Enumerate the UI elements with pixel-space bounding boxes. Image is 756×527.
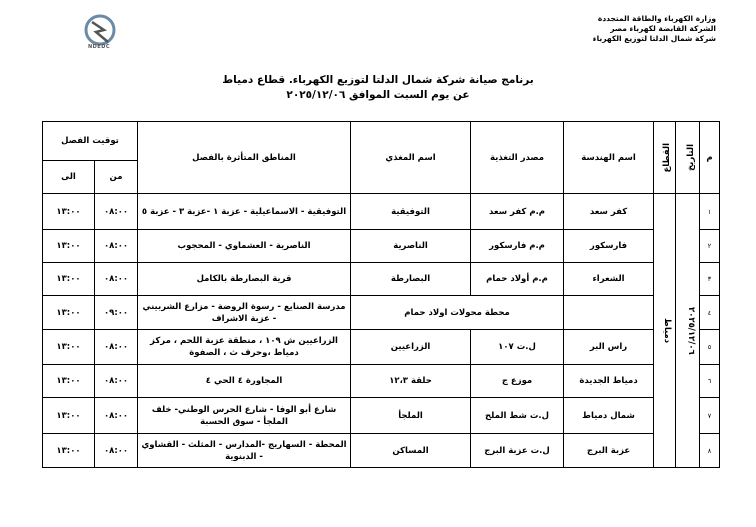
header-timing: توقيت الفصل [43,122,138,161]
engineering-cell: راس البر [564,330,654,365]
to-cell: ١٣:٠٠ [43,330,95,365]
header-feeder: اسم المغذي [351,122,471,194]
document-subtitle: عن يوم السبت الموافق ٢٠٢٥/١٢/٠٦ [286,89,470,101]
areas-cell: الزراعيين ش ١٠٩ ، منطقة عزبة اللحم ، مركز دمياط ،وحرف ث ، الصفوة [138,330,351,365]
source-cell: موزع ج [471,365,564,398]
source-cell: م.م فارسكور [471,230,564,263]
org-line-1: وزارة الكهرباء والطاقة المتجددة [597,14,716,23]
row-num: ٥ [700,330,720,365]
areas-cell: قرية البصارطة بالكامل [138,263,351,296]
to-cell: ١٣:٠٠ [43,263,95,296]
row-num: ٦ [700,365,720,398]
maintenance-table [42,121,720,468]
header-to: الى [43,161,95,194]
engineering-cell: دمياط الجديدة [564,365,654,398]
areas-cell: مدرسة الصنايع - رسوة الروضة - مزارع الشربيني - عزبة الاشراف [138,296,351,330]
feeder-cell: الناصرية [351,230,471,263]
engineering-cell: شمال دمياط [564,398,654,434]
engineering-cell: عزبة البرج [564,434,654,468]
table-row [43,434,720,468]
header-num: م [700,122,720,194]
to-cell: ١٣:٠٠ [43,365,95,398]
table-row [43,365,720,398]
org-line-3: شركة شمال الدلتا لتوزيع الكهرباء [592,34,716,43]
source-cell: م.م كفر سعد [471,194,564,230]
table-row [43,330,720,365]
areas-cell: شارع أبو الوفا - شارع الحرس الوطني- خلف الملجأ - سوق الحسبة [138,398,351,434]
source-cell: م.م أولاد حمام [471,263,564,296]
source-cell: ل.ت شط الملح [471,398,564,434]
from-cell: ٠٨:٠٠ [95,330,138,365]
header-from: من [95,161,138,194]
engineering-cell: الشعراء [564,263,654,296]
from-cell: ٠٨:٠٠ [95,398,138,434]
org-header [516,14,716,44]
from-cell: ٠٨:٠٠ [95,434,138,468]
date-cell: ٢٠٢٥/١٢/٠٦ [676,194,700,468]
areas-cell: التوفيقية - الاسماعيلية - عزبة ١ -عزبة ٣ - عزبة ٥ [138,194,351,230]
row-num: ٧ [700,398,720,434]
feeder-cell: التوفيقية [351,194,471,230]
header-sector: القطاع [654,122,676,194]
to-cell: ١٣:٠٠ [43,230,95,263]
to-cell: ١٣:٠٠ [43,194,95,230]
from-cell: ٠٨:٠٠ [95,194,138,230]
document-title: برنامج صيانة شركة شمال الدلتا لتوزيع الكهرباء. قطاع دمياط [222,74,534,86]
row-num: ٤ [700,296,720,330]
from-cell: ٠٨:٠٠ [95,365,138,398]
feeder-cell: المساكن [351,434,471,468]
source-cell: ل.ت ١٠٧ [471,330,564,365]
table-row [43,398,720,434]
table-row [43,230,720,263]
areas-cell: المجاورة ٤ الحي ٤ [138,365,351,398]
table-row [43,296,720,330]
feeder-cell: البصارطة [351,263,471,296]
source-cell: ل.ت عزبة البرج [471,434,564,468]
areas-cell: المحطة - السهاريج -المدارس - المثلث - القشاوي - الدبنوية [138,434,351,468]
to-cell: ١٣:٠٠ [43,434,95,468]
from-cell: ٠٩:٠٠ [95,296,138,330]
table-row [43,194,720,230]
from-cell: ٠٨:٠٠ [95,230,138,263]
feeder-cell: حلقة ١٢،٣ [351,365,471,398]
row-num: ٢ [700,230,720,263]
engineering-cell: كفر سعد [564,194,654,230]
header-source: مصدر التغذية [471,122,564,194]
areas-cell: الناصرية - العشماوي - المحجوب [138,230,351,263]
logo-text: NDEDC [87,44,111,50]
feeder-cell: الزراعيين [351,330,471,365]
header-date: التاريخ [676,122,700,194]
engineering-cell: فارسكور [564,230,654,263]
to-cell: ١٣:٠٠ [43,398,95,434]
station-merged-cell: محطة محولات اولاد حمام [351,296,564,330]
row-num: ١ [700,194,720,230]
row-num: ٣ [700,263,720,296]
table-row [43,263,720,296]
header-engineering: اسم الهندسة [564,122,654,194]
header-areas: المناطق المتأثرة بالفصل [138,122,351,194]
org-line-2: الشركة القابضة لكهرباء مصر [610,24,716,33]
from-cell: ٠٨:٠٠ [95,263,138,296]
engineering-cell [564,296,654,330]
sector-cell: دمياط [654,194,676,468]
row-num: ٨ [700,434,720,468]
to-cell: ١٣:٠٠ [43,296,95,330]
feeder-cell: الملجأ [351,398,471,434]
